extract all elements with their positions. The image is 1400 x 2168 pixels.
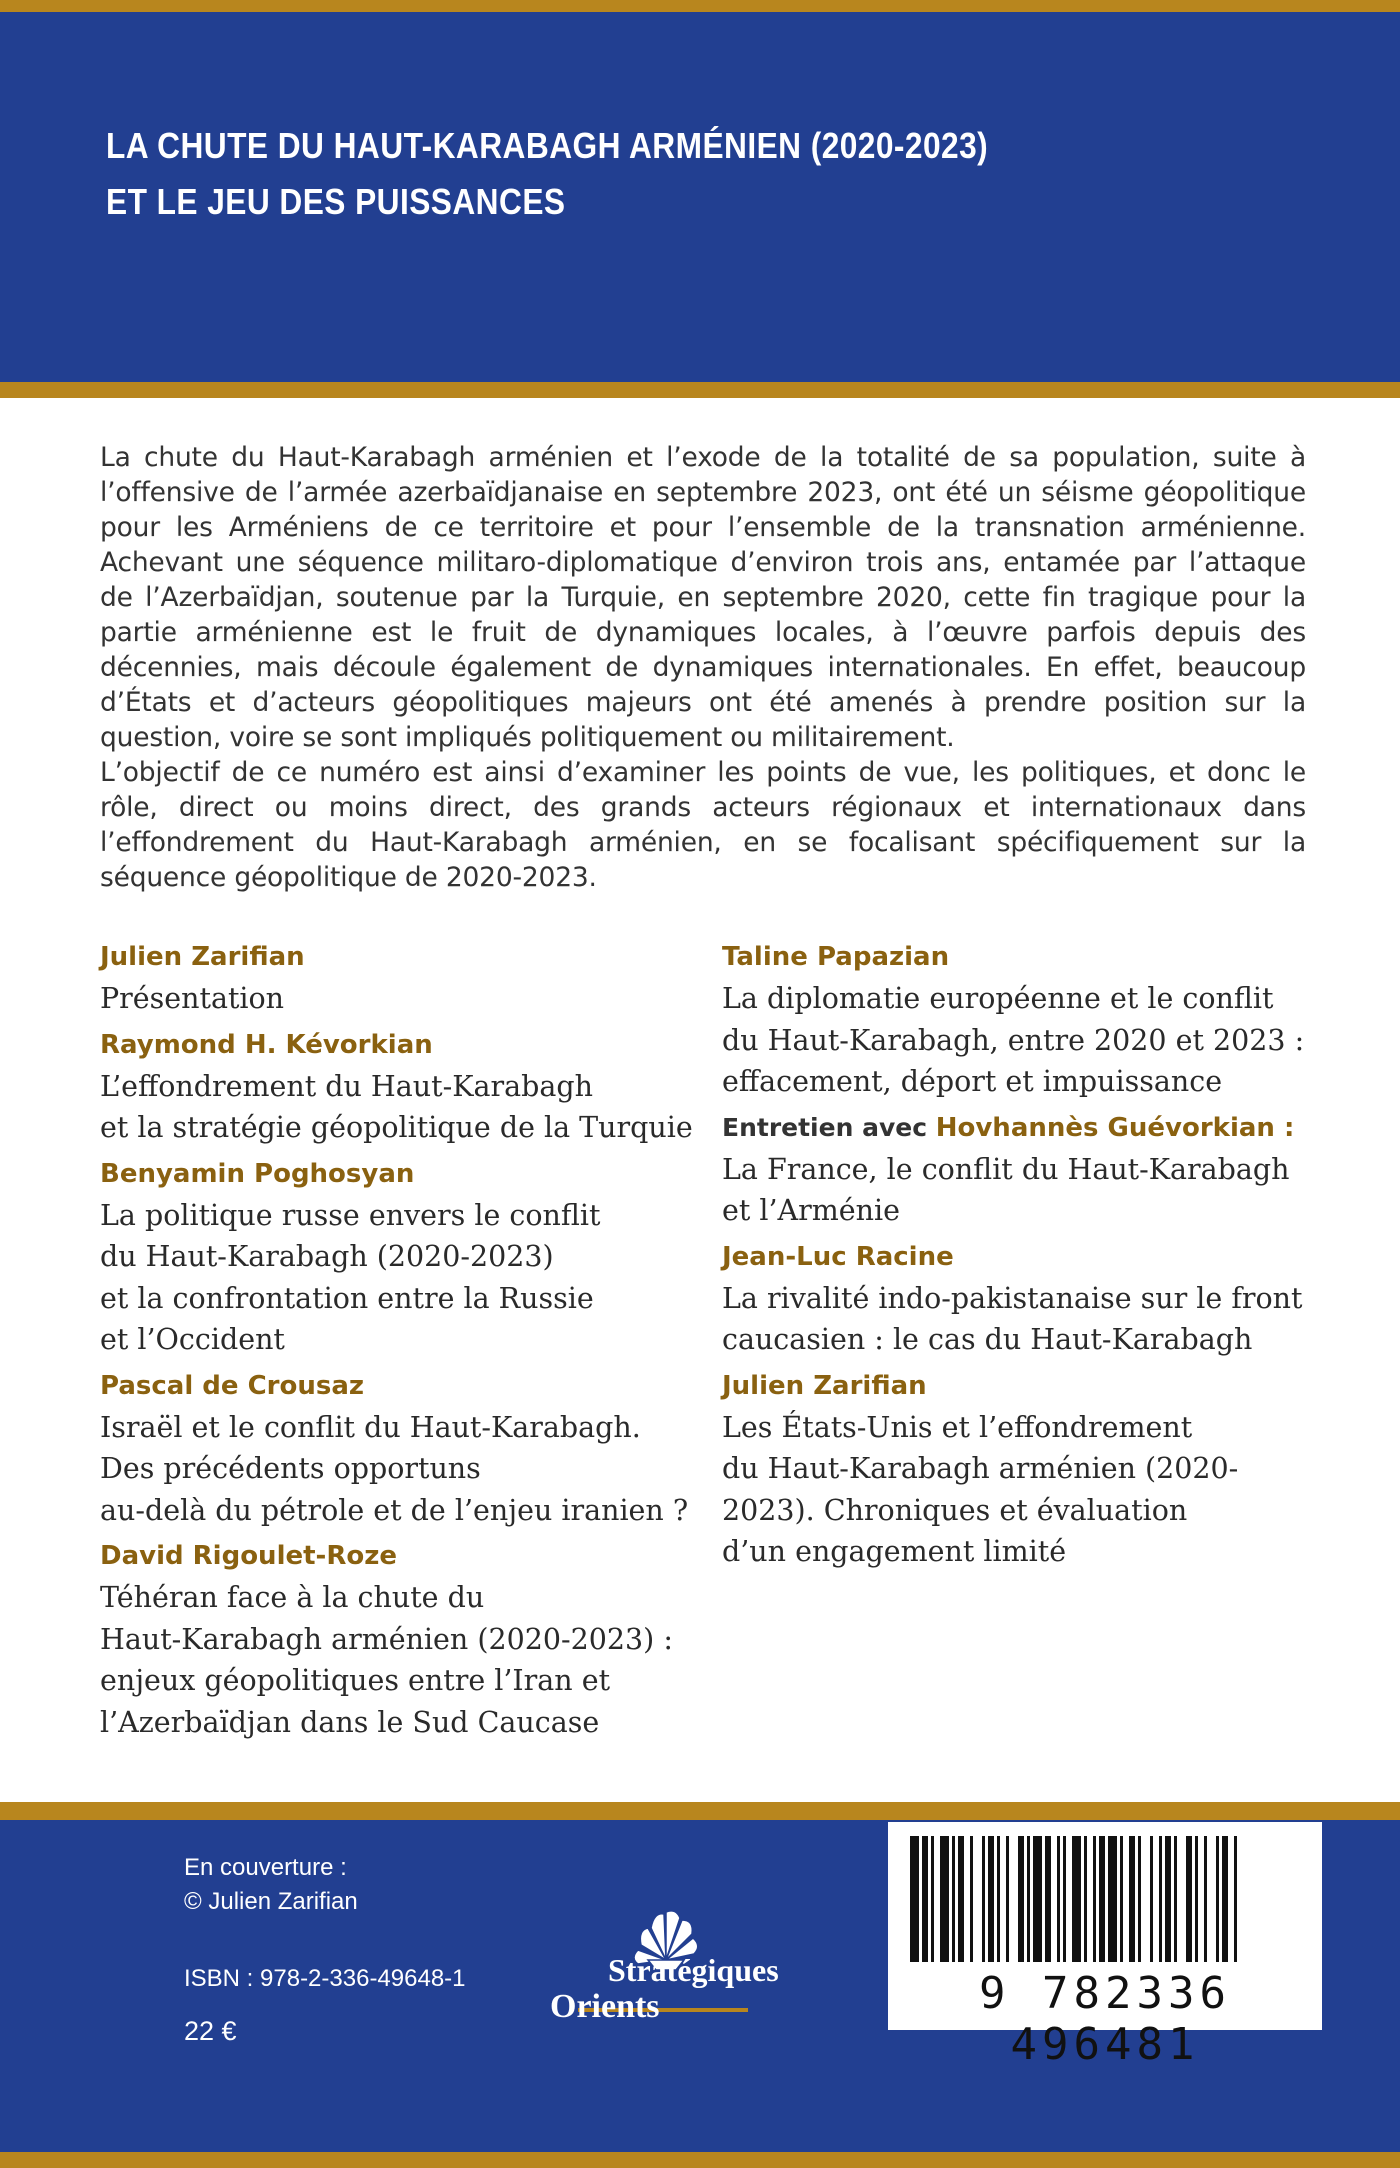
entry-author: Benyamin Poghosyan (100, 1158, 415, 1189)
barcode-bar (1018, 1836, 1024, 1962)
entry-author: Hovhannès Guévorkian : (935, 1112, 1295, 1143)
barcode-bar (982, 1836, 985, 1962)
title-line-1: LA CHUTE DU HAUT-KARABAGH ARMÉNIEN (2020-2023) (106, 125, 989, 166)
top-gold-stripe (0, 0, 1400, 12)
barcode-number: 9 782336 496481 (979, 1968, 1231, 2070)
contents-entry (100, 1024, 700, 1149)
publisher-logo (546, 1890, 786, 2040)
entry-author: David Rigoulet-Roze (100, 1541, 397, 1571)
barcode-bar (1186, 1836, 1192, 1962)
contents-entry (100, 1153, 700, 1361)
entry-title: Israël et le conflit du Haut-Karabagh. Des précédents opportuns au-delà du pétrole et de l’enjeu iranien ? (100, 1410, 689, 1527)
entry-author-line (722, 1107, 1322, 1149)
entry-title: Les États-Unis et l’effondrement du Haut-Karabagh arménien (2020- 2023). Chroniques et évaluation d’un engagement limité (722, 1410, 1239, 1568)
bottom-gold-stripe (0, 2152, 1400, 2168)
barcode-bar (988, 1836, 994, 1962)
entry-author: Julien Zarifian (722, 1370, 927, 1401)
entry-title: Téhéran face à la chute du Haut-Karabagh arménien (2020-2023) : enjeux géopolitiques entre l’Iran et l’Azerbaïdjan dans le Sud Caucase (100, 1581, 673, 1739)
barcode-bar (1234, 1836, 1237, 1962)
entry-author: Raymond H. Kévorkian (100, 1029, 433, 1060)
header-gold-stripe (0, 382, 1400, 398)
title-line-2: ET LE JEU DES PUISSANCES (106, 181, 566, 222)
barcode-bar (1222, 1836, 1228, 1962)
contents-entry (100, 1365, 700, 1532)
barcode-bar (1159, 1836, 1162, 1962)
contents-entry (100, 1535, 700, 1743)
barcode-bar (931, 1836, 934, 1962)
barcode-bar (1204, 1836, 1207, 1962)
barcode-bar (1108, 1836, 1117, 1962)
barcode (888, 1822, 1322, 2070)
contents-entry (722, 1107, 1322, 1232)
barcode-bars (888, 1822, 1322, 1968)
barcode-bar (1099, 1836, 1105, 1962)
entry-prefix: Entretien avec (722, 1112, 936, 1142)
contents-entry (722, 1236, 1322, 1361)
barcode-bar (1084, 1836, 1087, 1962)
barcode-bar (1063, 1836, 1066, 1962)
barcode-bar (970, 1836, 973, 1962)
barcode-bar (997, 1836, 1000, 1962)
entry-title: Présentation (100, 982, 285, 1015)
contents-entry (722, 936, 1322, 1103)
barcode-bar (1216, 1836, 1219, 1962)
barcode-bar (1045, 1836, 1051, 1962)
contents-left-column (100, 936, 700, 1747)
isbn: ISBN : 978-2-336-49648-1 (184, 1965, 466, 1992)
barcode-bar (1138, 1836, 1141, 1962)
barcode-bar (1057, 1836, 1060, 1962)
page-title (106, 118, 988, 230)
barcode-bar (1129, 1836, 1135, 1962)
barcode-bar (1006, 1836, 1009, 1962)
entry-title: L’effondrement du Haut-Karabagh et la stratégie géopolitique de la Turquie (100, 1069, 693, 1144)
intro-paragraph-1: La chute du Haut-Karabagh arménien et l’exode de la totalité de sa population, suite à l’offensive de l’armée azerbaïdjanaise en septembre 2023, ont été un séisme géopolitique pour les Arméniens de ce territoire et pour l’ensemble de la transnation arménienne. Achevant une séquence militaro-diplomatique d’environ trois ans, entamée par l’attaque de l’Azerbaïdjan, soutenue par la Turquie, en septembre 2020, cette fin tragique pour la partie arménienne est le fruit de dynamiques locales, à l’œuvre parfois depuis des décennies, mais découle également de dynamiques internationales. En effet, beaucoup d’États et d’acteurs géopolitiques majeurs ont été amenés à prendre position sur la question, voire se sont impliqués politiquement ou militairement. (100, 442, 1306, 753)
entry-title: La rivalité indo-pakistanaise sur le front caucasien : le cas du Haut-Karabagh (722, 1281, 1303, 1356)
entry-title: La France, le conflit du Haut-Karabagh et l’Arménie (722, 1152, 1290, 1227)
barcode-bar (1072, 1836, 1081, 1962)
logo-word-orients: Orients (550, 1988, 660, 2025)
entry-author: Pascal de Crousaz (100, 1370, 365, 1401)
contents-entry (722, 1365, 1322, 1573)
entry-author: Taline Papazian (722, 942, 950, 972)
barcode-bar (1120, 1836, 1123, 1962)
price: 22 € (184, 2016, 237, 2046)
barcode-bar (922, 1836, 928, 1962)
barcode-bar (958, 1836, 964, 1962)
footer-gold-stripe (0, 1802, 1400, 1820)
barcode-bar (1027, 1836, 1030, 1962)
logo-word-strategiques: Stratégiques (608, 1952, 779, 1988)
entry-author: Julien Zarifian (100, 942, 305, 972)
barcode-bar (1195, 1836, 1198, 1962)
barcode-bar (1174, 1836, 1177, 1962)
barcode-bar (940, 1836, 949, 1962)
intro-text (100, 440, 1306, 895)
entry-title: La politique russe envers le conflit du Haut-Karabagh (2020-2023) et la confrontation entre la Russie et l’Occident (100, 1198, 601, 1356)
intro-paragraph-2: L’objectif de ce numéro est ainsi d’examiner les points de vue, les politiques, et donc le rôle, direct ou moins direct, des grands acteurs régionaux et internationaux dans l’effondrement du Haut-Karabagh arménien, en se focalisant spécifiquement sur la séquence géopolitique de 2020-2023. (100, 757, 1306, 893)
cover-label: En couverture : (184, 1854, 347, 1881)
barcode-bar (1033, 1836, 1042, 1962)
contents-entry (100, 936, 700, 1020)
entry-author: Jean-Luc Racine (722, 1241, 954, 1272)
barcode-bar (910, 1836, 919, 1962)
barcode-bar (1165, 1836, 1171, 1962)
barcode-bar (1093, 1836, 1096, 1962)
cover-credit: © Julien Zarifian (184, 1888, 358, 1915)
entry-title: La diplomatie européenne et le conflit du Haut-Karabagh, entre 2020 et 2023 : effacement, déport et impuissance (722, 982, 1305, 1098)
barcode-bar (1150, 1836, 1153, 1962)
contents-right-column (722, 936, 1322, 1577)
barcode-bar (952, 1836, 955, 1962)
